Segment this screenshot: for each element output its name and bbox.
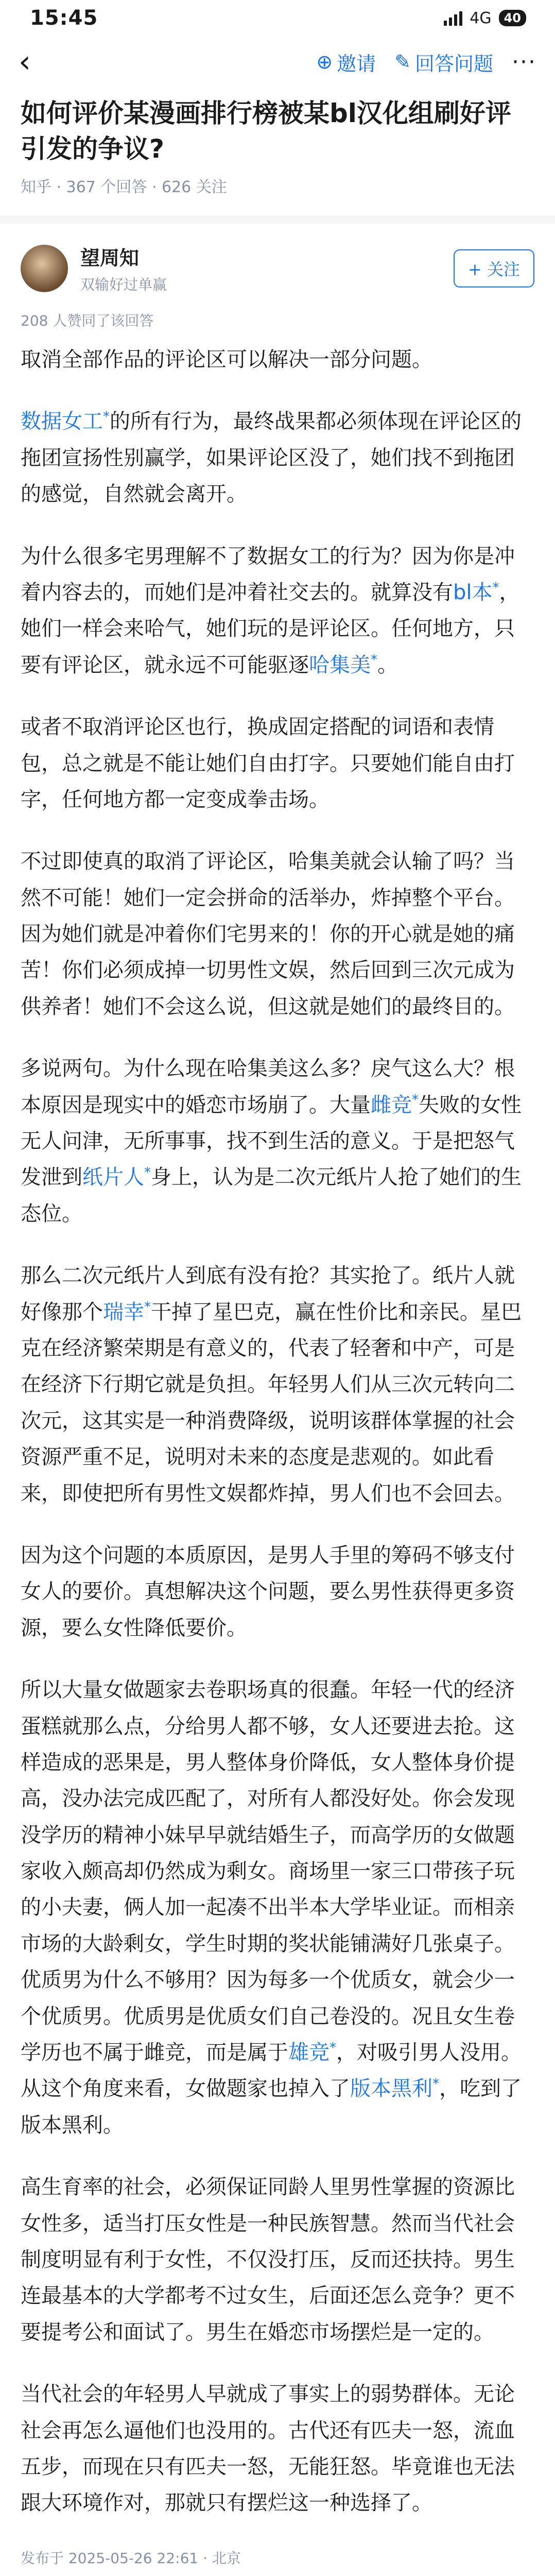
paragraph: 数据女工 * 的所有行为，最终战果都必须体现在评论区的拖团宣扬性别赢学，如果评论区没了，她们找不到拖团的感觉，自然就会离开。	[21, 403, 534, 512]
author-row	[0, 242, 555, 294]
battery-icon: 40	[499, 10, 526, 26]
paragraph: 当代社会的年轻男人早就成了事实上的弱势群体。无论社会再怎么逼他们也没用的。古代还有匹夫一怒，流血五步，而现在只有匹夫一怒，无能狂怒。毕竟谁也无法跟大环境作对，那就只有摆烂这一种选择了。	[21, 2382, 515, 2515]
answer-button[interactable]	[394, 48, 493, 76]
question-meta[interactable]: 知乎 · 367 个回答 · 626 关注	[21, 178, 227, 196]
invite-label: 邀请	[337, 52, 376, 75]
section-divider	[0, 215, 555, 224]
author-info	[80, 242, 454, 294]
keyword-link[interactable]: bl本 *	[453, 581, 499, 604]
answer-body	[0, 342, 555, 2521]
edit-icon: ✎	[394, 50, 411, 73]
paragraph: 为什么很多宅男理解不了数据女工的行为？因为你是冲着内容去的，而她们是冲着社交去的。就算没有bl本 * ，她们一样会来哈气，她们玩的是评论区。任何地方，只要有评论区，就永远不可能驱逐哈集美 * 。	[21, 538, 534, 684]
keyword-link[interactable]: 版本黑利 *	[350, 2077, 439, 2100]
back-icon[interactable]: ‹	[19, 44, 31, 80]
status-bar	[0, 0, 555, 36]
network-label: 4G	[470, 9, 492, 27]
nav-bar	[0, 36, 555, 88]
paragraph: 所以大量女做题家去卷职场真的很蠢。年轻一代的经济蛋糕就那么点，分给男人都不够，女人还要进去抢。这样造成的恶果是，男人整体身价降低，女人整体身价提高，没办法完成匹配了，对所有人都没好处。你会发现没学历的精神小妹早早就结婚生子，而高学历的女做题家收入颇高却仍然成为剩女。商场里一家三口带孩子玩的小夫妻，俩人加一起凑不出半本大学毕业证。而相亲市场的大龄剩女，学生时期的奖状能铺满好几张桌子。优质男为什么不够用？因为每多一个优质女，就会少一个优质男。优质男是优质女们自己卷没的。况且女生卷学历也不属于雌竞，而是属于雄竞 * ，对吸引男人没用。从这个角度来看，女做题家也掉入了版本黑利 * ，吃到了版本黑利。	[21, 1672, 534, 2143]
upvote-summary: 208 人赞同了该回答	[21, 312, 154, 329]
author-avatar[interactable]	[21, 245, 68, 292]
nav-actions	[316, 48, 536, 76]
keyword-link[interactable]: 雄竞 *	[288, 2041, 336, 2064]
answer-label: 回答问题	[415, 52, 494, 75]
paragraph: 或者不取消评论区也行，换成固定搭配的词语和表情包，总之就是不能让她们自由打字。只要她们能自由打字，任何地方都一定变成拳击场。	[21, 715, 515, 811]
paragraph: 高生育率的社会，必须保证同龄人里男性掌握的资源比女性多，适当打压女性是一种民族智慧。然而当代社会制度明显有利于女性，不仅没打压，反而还扶持。男生连最基本的大学都考不过女生，后面还怎么竞争？更不要提考公和面试了。男生在婚恋市场摆烂是一定的。	[21, 2175, 515, 2344]
keyword-link[interactable]: 哈集美 *	[309, 653, 377, 677]
author-name[interactable]: 望周知	[80, 247, 140, 269]
keyword-link[interactable]: 瑞幸 *	[103, 1300, 151, 1324]
paragraph: 取消全部作品的评论区可以解决一部分问题。	[21, 348, 432, 371]
keyword-link[interactable]: 雌竞 *	[371, 1093, 419, 1117]
keyword-link[interactable]: 数据女工 *	[21, 410, 110, 433]
paragraph: 不过即使真的取消了评论区，哈集美就会认输了吗？当然不可能！她们一定会拼命的活举办，炸掉整个平台。因为她们就是冲着你们宅男来的！你的开心就是她的痛苦！你们必须成掉一切男性文娱，然后回到三次元成为供养者！她们不会这么说，但这就是她们的最终目的。	[21, 850, 515, 1019]
user-plus-icon: ⊕	[316, 50, 333, 73]
signal-icon	[444, 10, 462, 26]
status-time: 15:45	[30, 6, 98, 30]
paragraph: 因为这个问题的本质原因，是男人手里的筹码不够支付女人的要价。真想解决这个问题，要么男性获得更多资源，要么女性降低要价。	[21, 1543, 515, 1640]
keyword-link[interactable]: 纸片人 *	[82, 1165, 151, 1189]
author-desc: 双输好过单赢	[80, 276, 167, 293]
post-meta: 发布于 2025-05-26 22:61 · 北京	[21, 2549, 241, 2567]
invite-button[interactable]	[316, 48, 376, 76]
follow-button[interactable]: + 关注	[454, 249, 534, 287]
status-right	[444, 9, 526, 27]
paragraph: 多说两句。为什么现在哈集美这么多？戾气这么大？根本原因是现实中的婚恋市场崩了。大量雌竞 * 失败的女性无人问津，无所事事，找不到生活的意义。于是把怒气发泄到纸片人 * 身上，认为是二次元纸片人抢了她们的生态位。	[21, 1050, 534, 1232]
more-icon[interactable]: ···	[512, 48, 536, 75]
paragraph: 那么二次元纸片人到底有没有抢？其实抢了。纸片人就好像那个瑞幸 * 干掉了星巴克，赢在性价比和亲民。星巴克在经济繁荣期是有意义的，代表了轻奢和中产，可是在经济下行期它就是负担。年轻男人们从三次元转向二次元，这其实是一种消费降级，说明该群体掌握的社会资源严重不足，说明对未来的态度是悲观的。如此看来，即使把所有男性文娱都炸掉，男人们也不会回去。	[21, 1258, 534, 1512]
question-title[interactable]: 如何评价某漫画排行榜被某bl汉化组刷好评引发的争议?	[21, 98, 511, 164]
